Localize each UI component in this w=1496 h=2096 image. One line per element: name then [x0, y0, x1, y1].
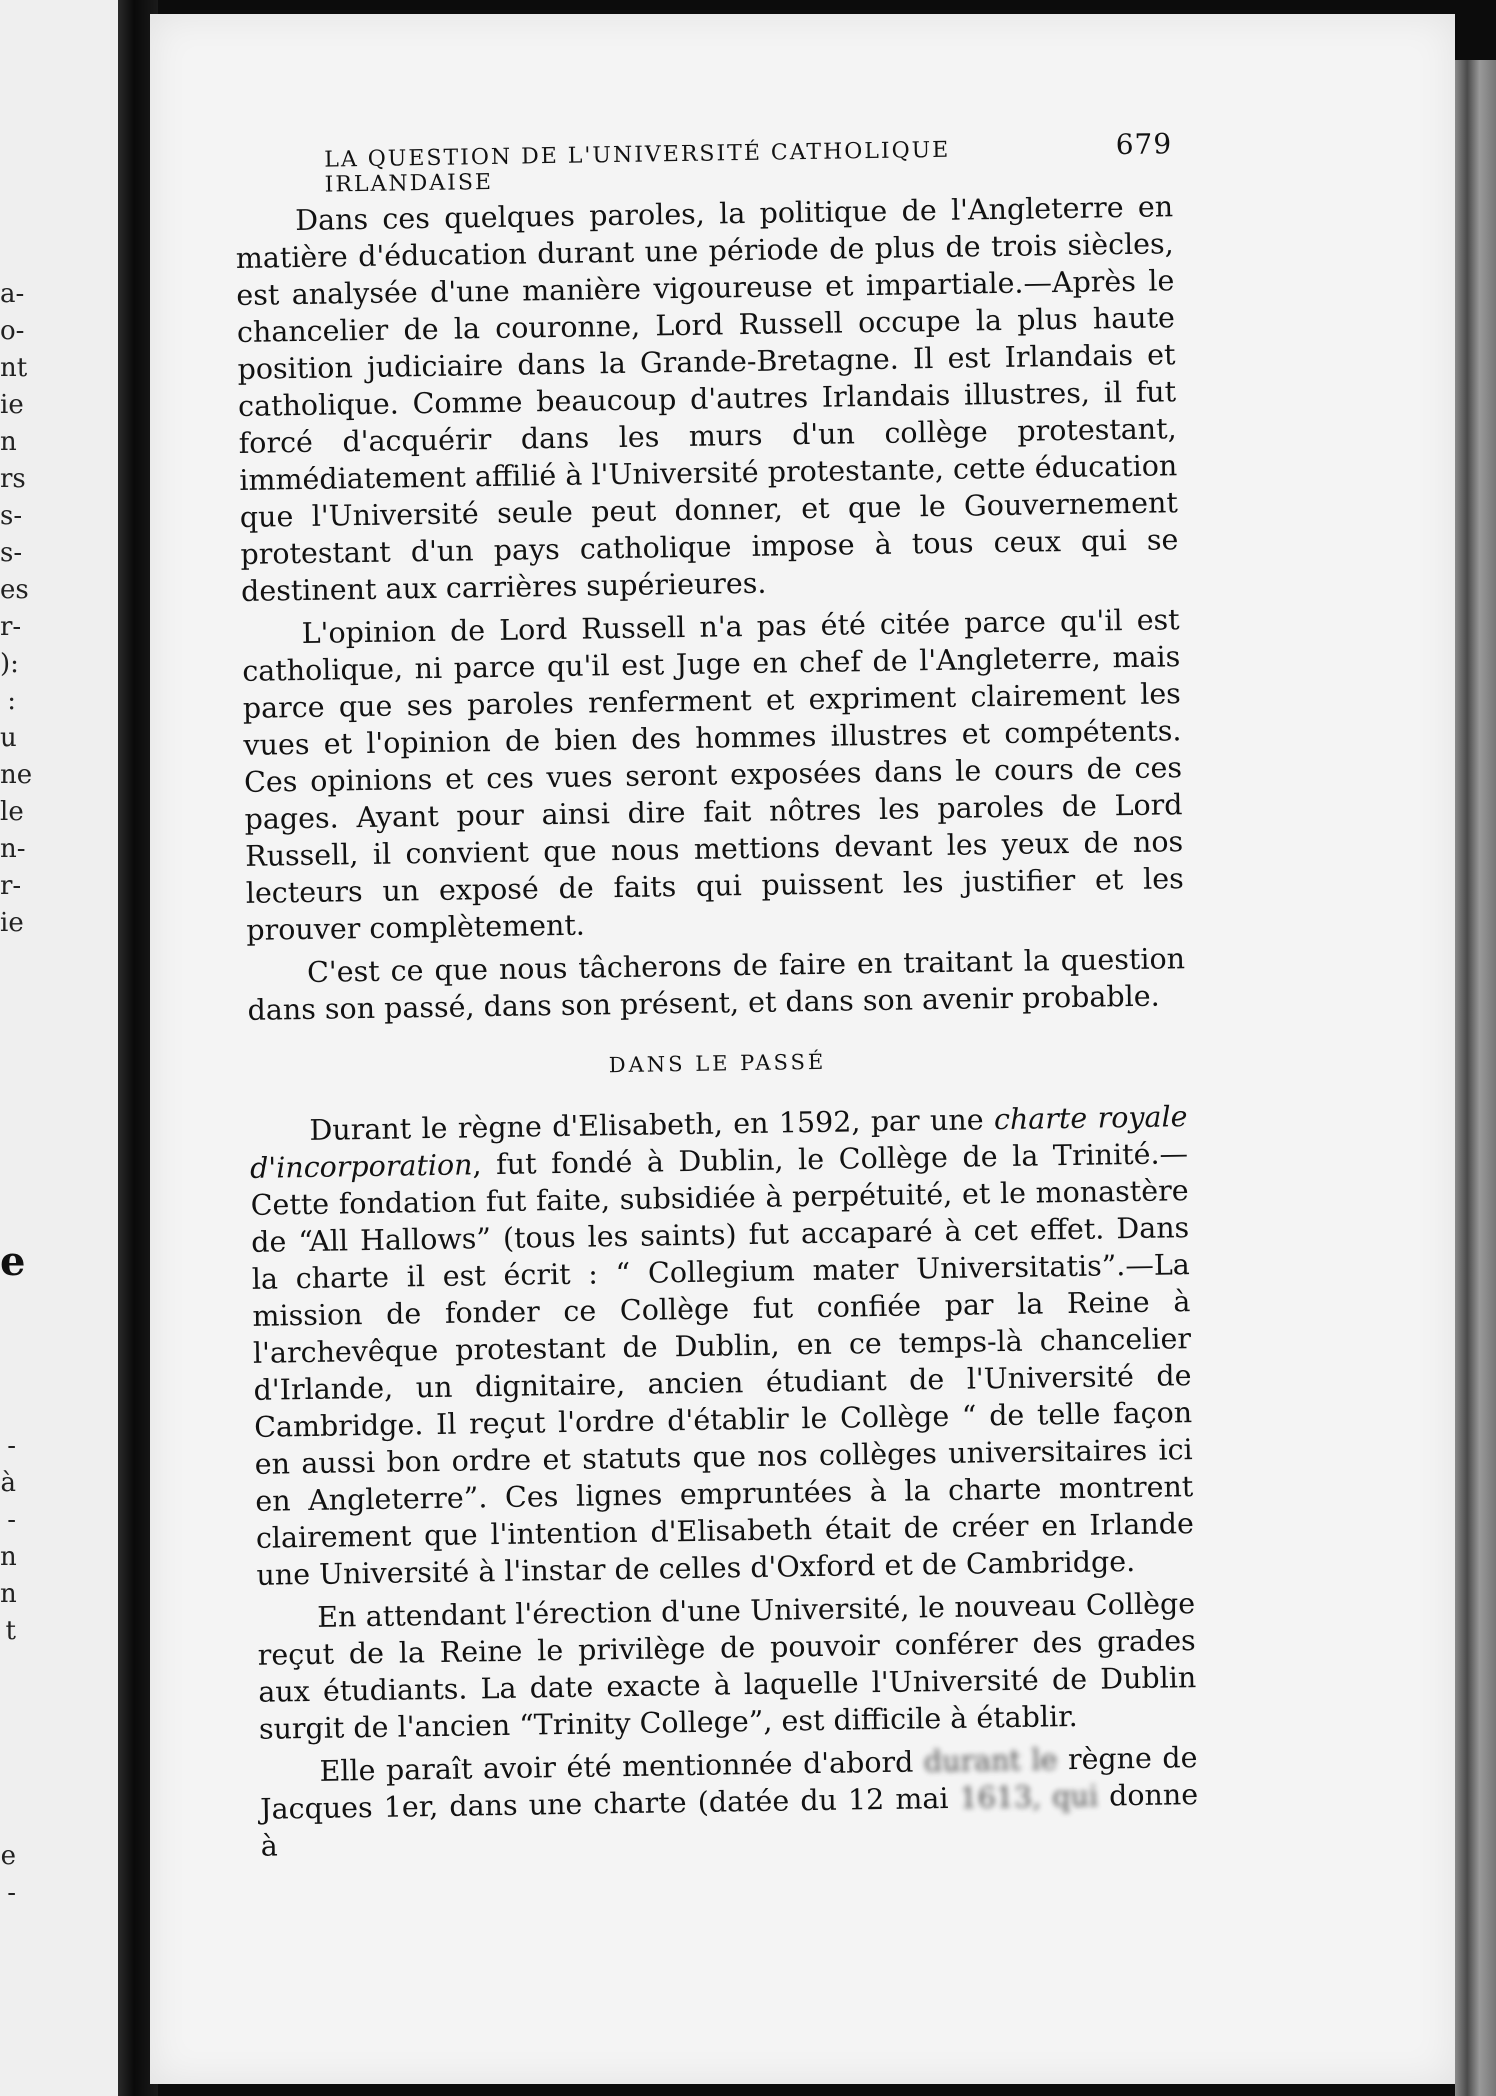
fragment: le [0, 797, 24, 827]
paragraph [249, 1098, 1194, 1594]
italic-text: charte royale d'incorporation [249, 1100, 1188, 1185]
fragment: e [0, 1841, 16, 1871]
paragraph [259, 1739, 1199, 1865]
fragment: n [0, 427, 17, 457]
text-run: Elle paraît avoir été mentionnée d'abord [319, 1745, 925, 1788]
fragment: ): [0, 649, 19, 679]
fragment: à [0, 1468, 16, 1498]
fragment: r- [0, 612, 22, 642]
fragment: u [0, 723, 17, 753]
previous-page-fragments-bottom [0, 1838, 128, 1912]
fragment: ie [0, 908, 24, 938]
fragment: - [7, 1878, 16, 1908]
previous-page-fragments-mid [0, 1428, 128, 1650]
fragment: n- [0, 834, 26, 864]
previous-page [0, 0, 128, 2096]
paragraph: Dans ces quelques paroles, la politique de l'Angleterre en matière d'éducation durant une période de plus de trois siècles, est analysée d'une manière vigoureuse et impartiale.—Après le chancelier de la couronne, Lord Russell occupe la plus haute position judiciaire dans la Grande-Bretagne. Il est Irlandais et catholique. Comme beaucoup d'autres Irlandais illustres, il fut forcé d'acquérir dans les murs d'un collège protestant, immédiatement affilié à l'Université protestante, cette éducation que l'Université seule peut donner, et que le Gouvernement protestant d'un pays catholique impose à tous ceux qui se destinent aux carrières supérieures. [235, 190, 1179, 608]
fragment: a- [0, 279, 25, 309]
fragment: ne [0, 760, 33, 790]
fragment: n [0, 1542, 17, 1572]
fragment: r- [0, 871, 22, 901]
section-heading: DANS LE PASSÉ [608, 1049, 827, 1078]
blurred-text: durant le [923, 1743, 1058, 1779]
paragraph: L'opinion de Lord Russell n'a pas été citée parce qu'il est catholique, ni parce qu'il est Juge en chef de l'Angleterre, mais parce que ses paroles renferment et expriment clairement les vues et l'opinion de bien des hommes illustres et compétents. Ces opinions et ces vues seront exposées dans le cours de ces pages. Ayant pour ainsi dire fait nôtres les paroles de Lord Russell, il convient que nous mettions devant les yeux de nos lecteurs un exposé de faits qui puissent les justifier et les prouver complètement. [242, 603, 1184, 947]
paragraph: C'est ce que nous tâcherons de faire en traitant la question dans son passé, dans son présent, et dans son avenir probable. [247, 942, 1186, 1027]
fragment: t [5, 1616, 16, 1646]
paragraph: En attendant l'érection d'une Université, le nouveau Collège reçut de la Reine le privilège de pouvoir conférer des grades aux étudiants. La date exacte à laquelle l'Université de Dublin surgit de l'ancien “Trinity College”, est difficile à établir. [257, 1587, 1197, 1746]
page-stack-edge [1455, 60, 1496, 2096]
fragment: - [7, 1505, 16, 1535]
fragment: s- [0, 538, 23, 568]
text-run: règne de Jacques 1er, dans une charte (datée du 12 mai [259, 1741, 1198, 1826]
page-content [234, 127, 1199, 1871]
fragment: n [0, 1579, 17, 1609]
fragment: : [7, 686, 16, 716]
page-number: 679 [1115, 127, 1173, 162]
text-run: donne à [260, 1778, 1199, 1863]
text-run: Durant le règne d'Elisabeth, en 1592, par une [309, 1103, 995, 1147]
fragment: s- [0, 501, 23, 531]
fragment: es [0, 575, 29, 605]
blurred-text: 1613, qui [959, 1779, 1099, 1815]
text-run: , fut fondé à Dublin, le Collège de la Trinité.—Cette fondation fut faite, subsidiée à perpétuité, et le monastère de “All Hallows” (tous les saints) fut accaparé à cet effet. Dans la charte il est écrit : “ Collegium mater Universitatis”.—La mission de fonder ce Collège fut confiée par la Reine à l'archevêque protestant de Dublin, en ce temps-là chancelier d'Irlande, un dignitaire, ancien étudiant de l'Université de Cambridge. Il reçut l'ordre d'établir le Collège “ de telle façon en aussi bon ordre et statuts que nos collèges universitaires ici en Angleterre”. Ces lignes empruntées à la charte montrent clairement que l'intention d'Elisabeth était de créer en Irlande une Université à l'instar de celles d'Oxford et de Cambridge. [250, 1137, 1195, 1592]
fragment: rs [0, 464, 26, 494]
fragment: o- [0, 316, 25, 346]
running-head-title: LA QUESTION DE L'UNIVERSITÉ CATHOLIQUE IRLANDAISE [324, 137, 951, 198]
previous-page-big-letter: e [0, 1238, 26, 1285]
fragment: ie [0, 390, 24, 420]
fragment: nt [0, 353, 28, 383]
previous-page-fragments-top [0, 276, 128, 942]
fragment: - [7, 1431, 16, 1461]
